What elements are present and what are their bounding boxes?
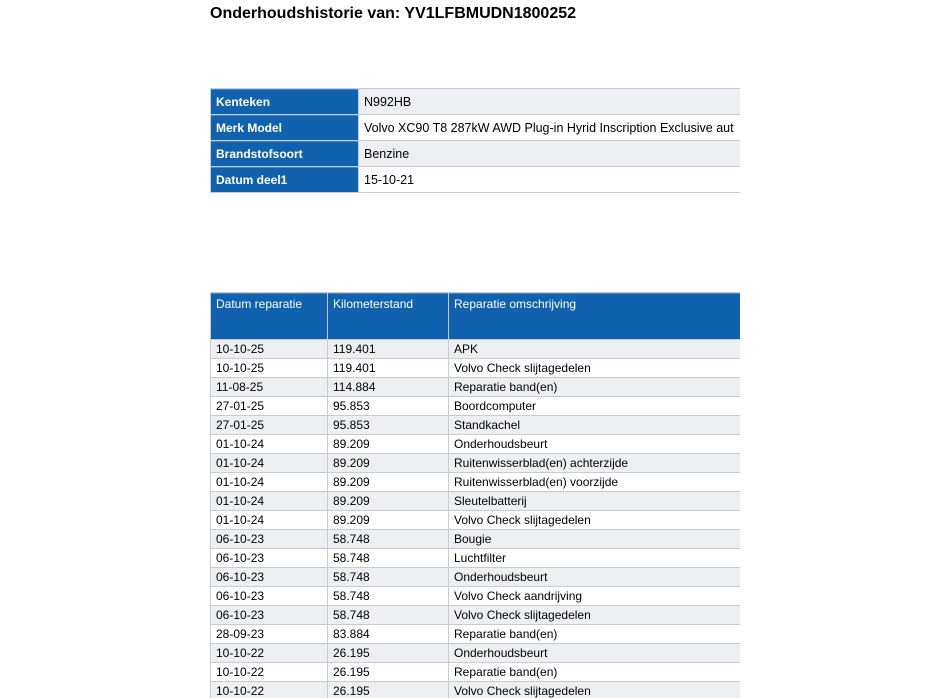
repair-odometer: 83.884 bbox=[328, 625, 449, 644]
repairs-column-reparatie-omschrijving: Reparatie omschrijving bbox=[449, 293, 741, 340]
repair-date: 06-10-23 bbox=[211, 549, 328, 568]
repair-date: 01-10-24 bbox=[211, 435, 328, 454]
repair-odometer: 58.748 bbox=[328, 530, 449, 549]
repair-row bbox=[211, 549, 741, 568]
repair-odometer: 26.195 bbox=[328, 644, 449, 663]
repair-description: Standkachel bbox=[449, 416, 741, 435]
repair-date: 27-01-25 bbox=[211, 416, 328, 435]
repair-date: 01-10-24 bbox=[211, 473, 328, 492]
vehicle-info-body bbox=[211, 89, 741, 193]
vehicle-info-label: Datum deel1 bbox=[211, 167, 359, 193]
repair-description: Volvo Check aandrijving bbox=[449, 587, 741, 606]
repair-description: Reparatie band(en) bbox=[449, 625, 741, 644]
repair-description: Onderhoudsbeurt bbox=[449, 568, 741, 587]
repair-description: Onderhoudsbeurt bbox=[449, 644, 741, 663]
repair-row bbox=[211, 473, 741, 492]
repair-row bbox=[211, 568, 741, 587]
repair-date: 10-10-22 bbox=[211, 682, 328, 698]
repair-row bbox=[211, 492, 741, 511]
repair-row bbox=[211, 682, 741, 698]
repairs-header-row bbox=[211, 293, 741, 340]
repair-odometer: 89.209 bbox=[328, 473, 449, 492]
repair-row bbox=[211, 416, 741, 435]
repair-row bbox=[211, 606, 741, 625]
repair-description: APK bbox=[449, 340, 741, 359]
vehicle-info-value: Volvo XC90 T8 287kW AWD Plug-in Hyrid Inscription Exclusive aut bbox=[359, 115, 741, 141]
repair-date: 01-10-24 bbox=[211, 454, 328, 473]
repair-odometer: 26.195 bbox=[328, 663, 449, 682]
repair-date: 01-10-24 bbox=[211, 492, 328, 511]
repair-description: Sleutelbatterij bbox=[449, 492, 741, 511]
repair-odometer: 89.209 bbox=[328, 492, 449, 511]
repair-row bbox=[211, 397, 741, 416]
vehicle-info-label: Kenteken bbox=[211, 89, 359, 115]
repair-row bbox=[211, 359, 741, 378]
repair-odometer: 119.401 bbox=[328, 359, 449, 378]
repair-odometer: 89.209 bbox=[328, 435, 449, 454]
repairs-column-kilometerstand: Kilometerstand bbox=[328, 293, 449, 340]
vehicle-info-row bbox=[211, 167, 741, 193]
page-title: Onderhoudshistorie van: YV1LFBMUDN1800252 bbox=[210, 5, 577, 22]
vehicle-info-row bbox=[211, 89, 741, 115]
vehicle-info-label: Merk Model bbox=[211, 115, 359, 141]
repairs-body bbox=[211, 340, 741, 698]
vehicle-info-table bbox=[210, 88, 740, 195]
repair-row bbox=[211, 625, 741, 644]
vehicle-info-value: N992HB bbox=[359, 89, 741, 115]
repair-row bbox=[211, 587, 741, 606]
repair-description: Reparatie band(en) bbox=[449, 663, 741, 682]
repair-description: Boordcomputer bbox=[449, 397, 741, 416]
repair-date: 10-10-25 bbox=[211, 340, 328, 359]
repair-odometer: 114.884 bbox=[328, 378, 449, 397]
repair-odometer: 95.853 bbox=[328, 397, 449, 416]
repair-odometer: 89.209 bbox=[328, 454, 449, 473]
repair-date: 11-08-25 bbox=[211, 378, 328, 397]
repair-odometer: 58.748 bbox=[328, 587, 449, 606]
repair-row bbox=[211, 644, 741, 663]
repair-description: Volvo Check slijtagedelen bbox=[449, 682, 741, 698]
repair-description: Volvo Check slijtagedelen bbox=[449, 511, 741, 530]
repair-date: 27-01-25 bbox=[211, 397, 328, 416]
repair-date: 10-10-22 bbox=[211, 644, 328, 663]
repair-description: Luchtfilter bbox=[449, 549, 741, 568]
repair-date: 01-10-24 bbox=[211, 511, 328, 530]
repair-description: Volvo Check slijtagedelen bbox=[449, 606, 741, 625]
repairs-table bbox=[210, 292, 740, 698]
repair-row bbox=[211, 340, 741, 359]
vehicle-info-label: Brandstofsoort bbox=[211, 141, 359, 167]
repair-row bbox=[211, 511, 741, 530]
repairs-column-datum-reparatie: Datum reparatie bbox=[211, 293, 328, 340]
repair-odometer: 58.748 bbox=[328, 549, 449, 568]
repair-description: Reparatie band(en) bbox=[449, 378, 741, 397]
vehicle-info-row bbox=[211, 115, 741, 141]
repair-row bbox=[211, 378, 741, 397]
repair-odometer: 89.209 bbox=[328, 511, 449, 530]
repair-description: Ruitenwisserblad(en) voorzijde bbox=[449, 473, 741, 492]
repair-odometer: 58.748 bbox=[328, 606, 449, 625]
repair-row bbox=[211, 663, 741, 682]
repair-odometer: 58.748 bbox=[328, 568, 449, 587]
repair-date: 06-10-23 bbox=[211, 530, 328, 549]
repair-odometer: 119.401 bbox=[328, 340, 449, 359]
repair-description: Onderhoudsbeurt bbox=[449, 435, 741, 454]
repair-odometer: 95.853 bbox=[328, 416, 449, 435]
repair-date: 10-10-25 bbox=[211, 359, 328, 378]
repair-date: 28-09-23 bbox=[211, 625, 328, 644]
repair-description: Bougie bbox=[449, 530, 741, 549]
vehicle-info-value: 15-10-21 bbox=[359, 167, 741, 193]
repair-date: 06-10-23 bbox=[211, 606, 328, 625]
repair-row bbox=[211, 530, 741, 549]
repair-date: 06-10-23 bbox=[211, 568, 328, 587]
vehicle-info-row bbox=[211, 141, 741, 167]
repair-odometer: 26.195 bbox=[328, 682, 449, 698]
repair-description: Ruitenwisserblad(en) achterzijde bbox=[449, 454, 741, 473]
repair-date: 06-10-23 bbox=[211, 587, 328, 606]
repair-row bbox=[211, 454, 741, 473]
repair-row bbox=[211, 435, 741, 454]
repair-date: 10-10-22 bbox=[211, 663, 328, 682]
repair-description: Volvo Check slijtagedelen bbox=[449, 359, 741, 378]
vehicle-info-value: Benzine bbox=[359, 141, 741, 167]
